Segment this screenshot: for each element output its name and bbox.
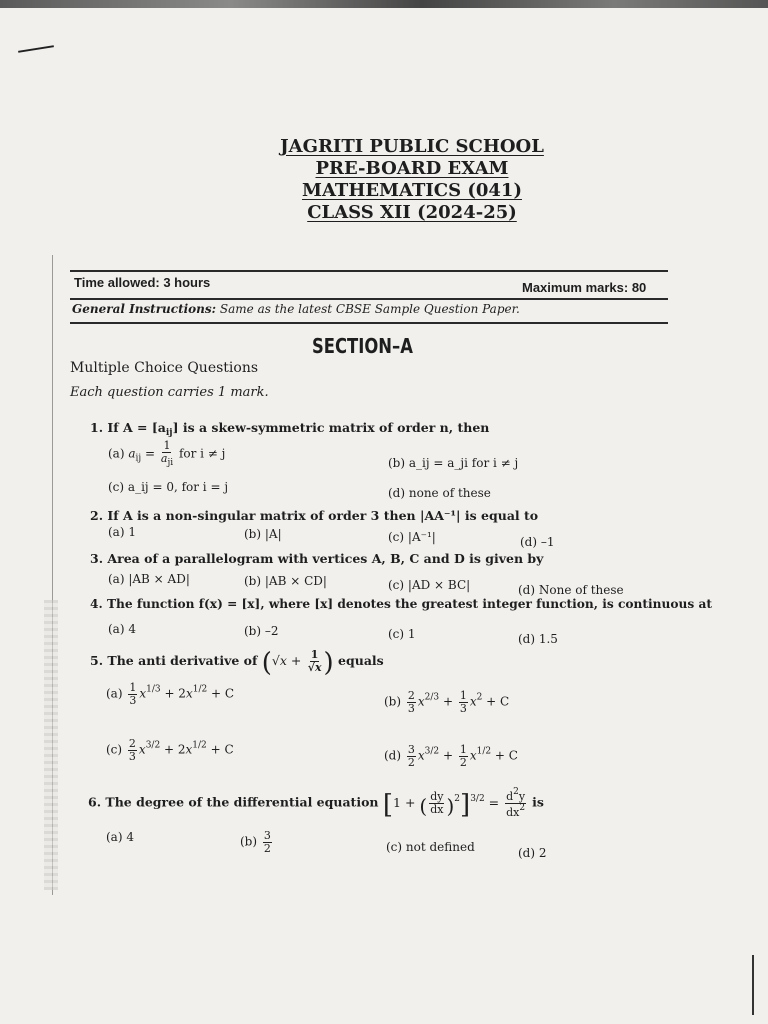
question-number: 6.: [88, 794, 102, 810]
instructions-label: General Instructions:: [72, 302, 217, 316]
question-number: 3.: [90, 551, 104, 566]
q5-option-d: (d) $\frac{3}{2}$ $x^{3/2}$ + $\frac{1}{2}$ $x^{1/2} + C$: [384, 743, 518, 769]
question-2: [90, 508, 538, 523]
section-heading: Multiple Choice Questions: [70, 360, 259, 376]
q1-option-c: [108, 480, 228, 494]
q6-option-c: (c) not defined: [386, 840, 475, 854]
rule-middle: [70, 298, 668, 300]
question-3: [90, 551, 543, 566]
q3-option-b: (b) |AB × CD|: [244, 574, 327, 588]
rule-top: [70, 270, 668, 272]
question-4: [90, 597, 712, 611]
q5-option-c: (c) $\frac{2}{3}$ $x^{3/2} + 2x^{1/2} + C$: [106, 737, 234, 763]
exam-name: PRE-BOARD EXAM: [315, 158, 509, 179]
option-label: (c): [106, 742, 123, 757]
question-number: 2.: [90, 508, 104, 523]
question-number: 1.: [90, 420, 104, 435]
subject-name: MATHEMATICS (041): [302, 180, 522, 201]
question-stem-end: equals: [338, 653, 384, 668]
question-stem-end: ] is a skew-symmetric matrix of order n, then: [172, 420, 490, 435]
question-number: 5.: [90, 653, 104, 668]
maximum-marks: Maximum marks: 80: [522, 280, 647, 295]
q5-option-b: (b) $\frac{2}{3}$ $x^{2/3}$ + $\frac{1}{3}$ $x^2 + C$: [384, 689, 510, 715]
q2-option-b: (b) |A|: [244, 527, 282, 541]
scan-top-edge: [0, 0, 768, 8]
pen-mark: [18, 45, 54, 53]
exam-header: [0, 136, 768, 224]
q4-option-c: (c) 1: [388, 627, 416, 641]
section-title: SECTION–A: [312, 334, 413, 358]
q4-option-a: (a) 4: [108, 622, 136, 636]
option-text: a_ij = 0, for i = j: [127, 480, 229, 494]
q6-option-b: (b) $\frac{3}{2}$: [240, 829, 271, 855]
question-stem: Area of a parallelogram with vertices A, B, C and D is given by: [107, 551, 544, 566]
q6-option-a: (a) 4: [106, 830, 134, 844]
question-6: 6. The degree of the differential equation [1 + ( $\frac{dy}{dx}$ )$^2$]$^{3/2}$ = $\frac{d^2y}{dx^2}$ is: [88, 787, 544, 820]
option-label: (d): [384, 748, 402, 763]
general-instructions: [72, 302, 520, 316]
time-allowed: Time allowed: 3 hours: [74, 275, 211, 290]
option-label: (d): [388, 486, 406, 500]
section-subheading: Each question carries 1 mark.: [70, 385, 269, 400]
q1-option-a: (a) $a_{ij}$ = $\frac{1}{a_{ji}}$ for i ≠ j: [108, 439, 226, 468]
option-label: (a): [108, 446, 125, 461]
q2-option-a: (a) 1: [108, 525, 136, 539]
scan-speckle: [44, 600, 58, 890]
subscript: ij: [165, 428, 173, 438]
q3-option-d: (d) None of these: [518, 583, 624, 597]
q3-option-a: (a) |AB × AD|: [108, 572, 190, 586]
q4-option-d: (d) 1.5: [518, 632, 558, 646]
question-stem: The function f(x) = [x], where [x] denotes the greatest integer function, is continuous at: [106, 597, 713, 611]
q5-option-a: (a) $\frac{1}{3}$ $x^{1/3} + 2x^{1/2} + C$: [106, 681, 235, 707]
option-label: (b): [388, 456, 406, 470]
fraction: $\frac{1}{√x}$: [307, 648, 322, 674]
option-label: (c): [108, 480, 125, 494]
q3-option-c: (c) |AD × BC|: [388, 578, 471, 592]
question-stem: The degree of the differential equation: [105, 794, 379, 810]
q6-option-d: (d) 2: [518, 846, 547, 860]
question-stem: If A is a non-singular matrix of order 3 then |AA⁻¹| is equal to: [107, 508, 539, 523]
q2-option-c: (c) |A⁻¹|: [388, 530, 436, 544]
school-name: JAGRITI PUBLIC SCHOOL: [280, 136, 544, 157]
option-text: none of these: [408, 486, 491, 500]
q1-option-b: [388, 456, 518, 470]
fraction: $\frac{1}{a_{ji}}$: [160, 439, 174, 468]
option-text: for i ≠ j: [178, 446, 226, 461]
option-label: (b): [240, 834, 258, 849]
option-label: (a): [106, 686, 123, 701]
q1-option-d: [388, 486, 491, 500]
question-5: 5. The anti derivative of (√x + $\frac{1}{√x}$ ) equals: [90, 648, 384, 678]
question-stem-end: is: [532, 794, 544, 810]
option-text: a_ij = a_ji for i ≠ j: [408, 456, 519, 470]
pen-mark-right: [752, 955, 754, 1015]
question-number: 4.: [90, 597, 103, 611]
instructions-text: Same as the latest CBSE Sample Question Paper.: [219, 302, 520, 316]
class-name: CLASS XII (2024-25): [307, 202, 517, 223]
question-1: [90, 420, 489, 438]
question-stem: The anti derivative of: [107, 653, 258, 668]
option-label: (b): [384, 694, 402, 709]
rule-bottom: [70, 322, 668, 324]
q4-option-b: (b) –2: [244, 624, 279, 638]
question-stem: If A = [a: [107, 420, 166, 435]
q2-option-d: (d) –1: [520, 535, 555, 549]
